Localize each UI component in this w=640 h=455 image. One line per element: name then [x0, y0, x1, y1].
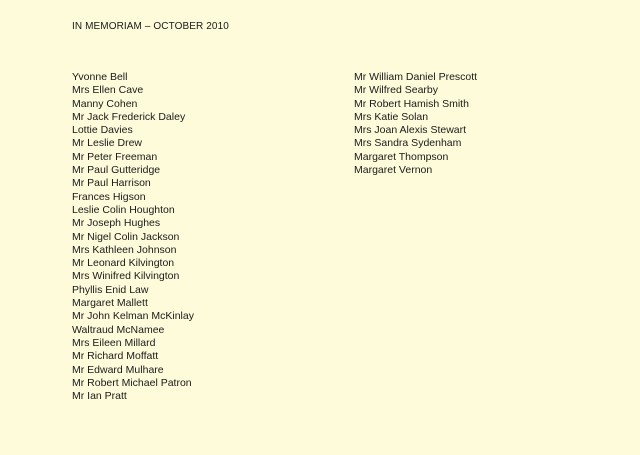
list-item: Mr Joseph Hughes [72, 217, 161, 230]
list-item: Mrs Ellen Cave [72, 84, 144, 97]
list-item: Margaret Mallett [72, 297, 148, 310]
list-item: Frances Higson [72, 190, 146, 203]
list-item: Mrs Sandra Sydenham [354, 137, 462, 150]
list-item: Mr Ian Pratt [72, 390, 127, 403]
list-item: Mr John Kelman McKinlay [72, 310, 194, 323]
list-item: Mr Nigel Colin Jackson [72, 230, 180, 243]
list-item: Mrs Eileen Millard [72, 336, 156, 349]
list-item: Mr Paul Harrison [72, 177, 151, 190]
list-item: Mr Wilfred Searby [354, 84, 439, 97]
list-item: Yvonne Bell [72, 71, 128, 83]
list-item: Manny Cohen [72, 97, 138, 110]
list-item: Mr Robert Michael Patron [72, 376, 192, 389]
list-item: Mr Robert Hamish Smith [354, 97, 469, 110]
list-item: Mrs Kathleen Johnson [72, 243, 177, 256]
page-heading: IN MEMORIAM – OCTOBER 2010 [72, 21, 229, 32]
list-item: Mr Paul Gutteridge [72, 164, 161, 177]
list-item: Mr Jack Frederick Daley [72, 110, 186, 123]
list-item: Mrs Joan Alexis Stewart [354, 124, 467, 137]
list-item: Mr Edward Mulhare [72, 363, 164, 376]
list-item: Leslie Colin Houghton [72, 203, 175, 216]
list-item: Phyllis Enid Law [72, 283, 149, 296]
list-item: Mr Leslie Drew [72, 137, 143, 150]
list-item: Margaret Thompson [354, 150, 449, 163]
list-item: Mr William Daniel Prescott [354, 71, 478, 83]
list-item: Mr Leonard Kilvington [72, 257, 175, 270]
names-list-right [354, 71, 477, 177]
list-item: Margaret Vernon [354, 164, 433, 177]
list-item: Mr Peter Freeman [72, 150, 158, 163]
list-item: Waltraud McNamee [72, 323, 165, 336]
list-item: Lottie Davies [72, 124, 133, 137]
list-item: Mr Richard Moffatt [72, 350, 159, 363]
list-item: Mrs Winifred Kilvington [72, 270, 180, 283]
list-item: Mrs Katie Solan [354, 110, 429, 123]
names-list-left [72, 71, 194, 403]
